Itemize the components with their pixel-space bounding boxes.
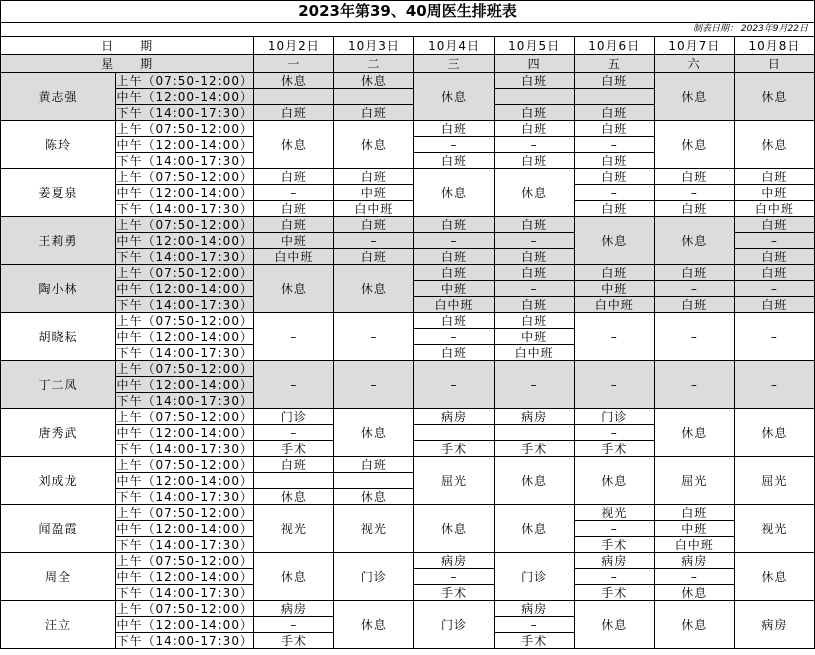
doctor-row-3-slot-0 — [1, 217, 815, 233]
shift-cell: 白班 — [654, 265, 734, 281]
doctor-name: 周全 — [1, 553, 116, 601]
shift-cell: 白中班 — [414, 297, 494, 313]
shift-cell: 门诊 — [414, 601, 494, 649]
date-cell: 10月4日 — [414, 37, 494, 55]
shift-cell: 白班 — [574, 169, 654, 185]
shift-cell: – — [654, 569, 734, 585]
time-slot-label: 下午（14:00-17:30） — [116, 201, 253, 216]
shift-cell: 白班 — [414, 153, 494, 169]
doctor-row-2-slot-0 — [1, 169, 815, 185]
shift-cell: 白班 — [574, 121, 654, 137]
doctor-row-2-slot-2 — [1, 201, 815, 217]
time-slot-label: 中午（12:00-14:00） — [116, 521, 253, 536]
shift-cell: – — [254, 617, 334, 633]
shift-cell: 白班 — [494, 121, 574, 137]
shift-cell: – — [334, 361, 414, 409]
schedule-table — [0, 36, 815, 649]
shift-cell — [574, 89, 654, 105]
shift-cell: 休息 — [254, 265, 334, 313]
shift-cell: 休息 — [494, 457, 574, 505]
shift-cell: 休息 — [334, 489, 414, 505]
shift-cell: 休息 — [574, 217, 654, 265]
shift-cell: – — [334, 313, 414, 361]
weekday-cell: 四 — [494, 55, 574, 73]
time-slot-label: 下午（14:00-17:30） — [116, 249, 253, 264]
shift-cell: 白班 — [574, 265, 654, 281]
shift-cell: 病房 — [414, 553, 494, 569]
shift-cell: 休息 — [734, 409, 814, 457]
shift-cell: – — [494, 281, 574, 297]
shift-cell: 白班 — [414, 345, 494, 361]
shift-cell: 休息 — [414, 169, 494, 217]
shift-cell: 休息 — [414, 73, 494, 121]
doctor-row-8-slot-0 — [1, 457, 815, 473]
doctor-row-9-slot-0 — [1, 505, 815, 521]
shift-cell: – — [254, 361, 334, 409]
shift-cell: – — [734, 361, 814, 409]
doctor-row-6-slot-0 — [1, 361, 815, 377]
shift-cell: 休息 — [654, 601, 734, 649]
time-slot-label: 上午（07:50-12:00） — [116, 121, 253, 136]
shift-cell: 休息 — [654, 217, 734, 265]
shift-cell: 手术 — [574, 585, 654, 601]
shift-cell: 白班 — [654, 297, 734, 313]
shift-cell: – — [734, 313, 814, 361]
shift-cell: 白班 — [574, 73, 654, 89]
shift-cell: 中班 — [734, 185, 814, 201]
shift-cell: 白班 — [494, 265, 574, 281]
doctor-name: 陶小林 — [1, 265, 116, 313]
shift-cell: 病房 — [414, 409, 494, 425]
time-slot-label: 下午（14:00-17:30） — [116, 633, 253, 648]
shift-cell — [334, 89, 414, 105]
shift-cell: – — [574, 185, 654, 201]
shift-cell: 休息 — [494, 505, 574, 553]
shift-cell: 白班 — [574, 201, 654, 217]
shift-cell: 休息 — [734, 121, 814, 169]
schedule-body — [1, 37, 815, 649]
shift-cell: 视光 — [254, 505, 334, 553]
time-slot-label: 上午（07:50-12:00） — [116, 361, 253, 376]
shift-cell: 手术 — [254, 441, 334, 457]
shift-cell — [334, 473, 414, 489]
shift-cell: 白班 — [654, 505, 734, 521]
time-slot-label: 中午（12:00-14:00） — [116, 425, 253, 440]
shift-cell: – — [574, 137, 654, 153]
shift-cell: 休息 — [574, 601, 654, 649]
shift-cell: 白班 — [334, 217, 414, 233]
shift-cell: 白班 — [254, 217, 334, 233]
shift-cell: 休息 — [654, 121, 734, 169]
shift-cell: 休息 — [734, 73, 814, 121]
shift-cell: 中班 — [414, 281, 494, 297]
time-slot-label: 中午（12:00-14:00） — [116, 137, 253, 152]
shift-cell — [414, 425, 494, 441]
shift-cell: 白班 — [654, 201, 734, 217]
time-slot-label: 下午（14:00-17:30） — [116, 297, 253, 312]
shift-cell: 白班 — [494, 105, 574, 121]
shift-cell: 白班 — [254, 201, 334, 217]
shift-cell: 病房 — [494, 409, 574, 425]
shift-cell: 休息 — [734, 553, 814, 601]
shift-cell: – — [734, 233, 814, 249]
weekday-cell: 一 — [254, 55, 334, 73]
shift-cell: 休息 — [254, 553, 334, 601]
date-cell: 10月2日 — [254, 37, 334, 55]
shift-cell: 白中班 — [654, 537, 734, 553]
shift-cell — [494, 425, 574, 441]
shift-cell: – — [494, 361, 574, 409]
shift-cell: 休息 — [254, 121, 334, 169]
doctor-row-11-slot-0 — [1, 601, 815, 617]
weekday-label: 星 期 — [1, 55, 254, 73]
time-slot-label: 下午（14:00-17:30） — [116, 441, 253, 456]
weekday-header-row — [1, 55, 815, 73]
shift-cell: 白中班 — [734, 201, 814, 217]
shift-cell: 白班 — [494, 297, 574, 313]
shift-cell: 视光 — [734, 505, 814, 553]
time-slot-label: 上午（07:50-12:00） — [116, 217, 253, 232]
shift-cell: – — [574, 569, 654, 585]
doctor-name: 丁二凤 — [1, 361, 116, 409]
shift-cell: – — [574, 521, 654, 537]
shift-cell: – — [414, 569, 494, 585]
shift-cell: 白班 — [414, 249, 494, 265]
page-title: 2023年第39、40周医生排班表 — [0, 0, 815, 23]
shift-cell: 病房 — [654, 553, 734, 569]
shift-cell: 休息 — [654, 585, 734, 601]
shift-cell: 手术 — [414, 441, 494, 457]
shift-cell: 手术 — [574, 441, 654, 457]
shift-cell: – — [414, 137, 494, 153]
shift-cell: – — [414, 329, 494, 345]
shift-cell: – — [334, 233, 414, 249]
shift-cell: 休息 — [254, 489, 334, 505]
shift-cell: 休息 — [254, 73, 334, 89]
date-cell: 10月6日 — [574, 37, 654, 55]
shift-cell: – — [414, 361, 494, 409]
shift-cell: 白班 — [254, 105, 334, 121]
shift-cell: – — [574, 361, 654, 409]
shift-cell: 白班 — [734, 297, 814, 313]
shift-cell: 白中班 — [254, 249, 334, 265]
doctor-row-2-slot-1 — [1, 185, 815, 201]
shift-cell: 白班 — [734, 217, 814, 233]
shift-cell: 视光 — [574, 505, 654, 521]
shift-cell: – — [254, 425, 334, 441]
shift-cell: 白班 — [414, 265, 494, 281]
shift-cell: 白中班 — [494, 345, 574, 361]
shift-cell: 门诊 — [334, 553, 414, 601]
time-slot-label: 中午（12:00-14:00） — [116, 377, 253, 392]
time-slot-label: 下午（14:00-17:30） — [116, 585, 253, 600]
time-slot-label: 中午（12:00-14:00） — [116, 569, 253, 584]
time-slot-label: 下午（14:00-17:30） — [116, 153, 253, 168]
weekday-cell: 日 — [734, 55, 814, 73]
doctor-name: 黄志强 — [1, 73, 116, 121]
time-slot-label: 上午（07:50-12:00） — [116, 457, 253, 472]
shift-cell: 白班 — [734, 169, 814, 185]
shift-cell: 病房 — [494, 601, 574, 617]
shift-cell: 休息 — [334, 121, 414, 169]
doctor-row-0-slot-0 — [1, 73, 815, 89]
shift-cell: 手术 — [254, 633, 334, 649]
shift-cell: 白班 — [494, 249, 574, 265]
shift-cell: 门诊 — [574, 409, 654, 425]
doctor-name: 汪立 — [1, 601, 116, 649]
shift-cell — [254, 473, 334, 489]
shift-cell: 白班 — [334, 457, 414, 473]
shift-cell: 休息 — [334, 73, 414, 89]
doctor-row-4-slot-0 — [1, 265, 815, 281]
shift-cell: 屈光 — [734, 457, 814, 505]
shift-cell: – — [254, 185, 334, 201]
shift-cell: 手术 — [414, 585, 494, 601]
shift-cell: 门诊 — [494, 553, 574, 601]
shift-cell: 中班 — [334, 185, 414, 201]
shift-cell: 白班 — [414, 313, 494, 329]
shift-cell: 白班 — [574, 105, 654, 121]
doctor-name: 陈玲 — [1, 121, 116, 169]
shift-cell: 中班 — [254, 233, 334, 249]
shift-cell: 手术 — [494, 633, 574, 649]
shift-cell: – — [654, 185, 734, 201]
shift-cell: 白班 — [734, 265, 814, 281]
shift-cell: 病房 — [254, 601, 334, 617]
shift-cell: 中班 — [574, 281, 654, 297]
shift-cell: 休息 — [654, 73, 734, 121]
shift-cell: 休息 — [654, 409, 734, 457]
shift-cell: 白班 — [574, 153, 654, 169]
shift-cell: 白班 — [414, 121, 494, 137]
shift-cell: – — [414, 233, 494, 249]
doctor-name: 刘成龙 — [1, 457, 116, 505]
date-line — [0, 22, 815, 36]
time-slot-label: 下午（14:00-17:30） — [116, 489, 253, 504]
shift-cell: – — [654, 361, 734, 409]
doctor-row-10-slot-0 — [1, 553, 815, 569]
time-slot-label: 上午（07:50-12:00） — [116, 313, 253, 328]
shift-cell: 白班 — [734, 249, 814, 265]
weekday-cell: 五 — [574, 55, 654, 73]
date-cell: 10月5日 — [494, 37, 574, 55]
shift-cell: – — [494, 617, 574, 633]
shift-cell: 白中班 — [574, 297, 654, 313]
shift-cell: 白班 — [494, 153, 574, 169]
shift-cell: 门诊 — [254, 409, 334, 425]
shift-cell: 休息 — [414, 505, 494, 553]
time-slot-label: 下午（14:00-17:30） — [116, 393, 253, 408]
shift-cell: 白班 — [494, 217, 574, 233]
time-slot-label: 中午（12:00-14:00） — [116, 281, 253, 296]
shift-cell: – — [254, 313, 334, 361]
date-cell: 10月7日 — [654, 37, 734, 55]
shift-cell: – — [494, 233, 574, 249]
date-cell: 10月8日 — [734, 37, 814, 55]
time-slot-label: 上午（07:50-12:00） — [116, 553, 253, 568]
shift-cell: 手术 — [494, 441, 574, 457]
time-slot-label: 上午（07:50-12:00） — [116, 265, 253, 280]
time-slot-label: 下午（14:00-17:30） — [116, 105, 253, 120]
shift-cell: 白班 — [254, 169, 334, 185]
shift-cell: 白班 — [334, 249, 414, 265]
time-slot-label: 中午（12:00-14:00） — [116, 473, 253, 488]
shift-cell: – — [654, 313, 734, 361]
time-slot-label: 下午（14:00-17:30） — [116, 537, 253, 552]
shift-cell: 中班 — [494, 329, 574, 345]
doctor-row-5-slot-0 — [1, 313, 815, 329]
table-date: 制表日期： 2023年9月22日 — [693, 24, 808, 34]
shift-cell: 屈光 — [654, 457, 734, 505]
time-slot-label: 中午（12:00-14:00） — [116, 329, 253, 344]
shift-cell: – — [574, 313, 654, 361]
time-slot-label: 下午（14:00-17:30） — [116, 345, 253, 360]
doctor-row-1-slot-0 — [1, 121, 815, 137]
shift-cell: 白中班 — [334, 201, 414, 217]
shift-cell: – — [494, 137, 574, 153]
doctor-name: 姜夏泉 — [1, 169, 116, 217]
shift-cell: 白班 — [654, 169, 734, 185]
shift-cell: 中班 — [654, 521, 734, 537]
time-slot-label: 中午（12:00-14:00） — [116, 617, 253, 632]
doctor-name: 王莉勇 — [1, 217, 116, 265]
shift-cell: 休息 — [494, 169, 574, 217]
time-slot-label: 上午（07:50-12:00） — [116, 73, 253, 88]
time-slot-label: 中午（12:00-14:00） — [116, 185, 253, 200]
shift-cell: 视光 — [334, 505, 414, 553]
time-slot-label: 上午（07:50-12:00） — [116, 409, 253, 424]
weekday-cell: 三 — [414, 55, 494, 73]
doctor-name: 胡晓耘 — [1, 313, 116, 361]
time-slot-label: 上午（07:50-12:00） — [116, 505, 253, 520]
doctor-row-7-slot-0 — [1, 409, 815, 425]
weekday-cell: 六 — [654, 55, 734, 73]
shift-cell: 白班 — [254, 457, 334, 473]
shift-cell: 屈光 — [414, 457, 494, 505]
shift-cell: – — [654, 281, 734, 297]
date-cell: 10月3日 — [334, 37, 414, 55]
time-slot-label: 中午（12:00-14:00） — [116, 89, 253, 104]
shift-cell: 休息 — [334, 265, 414, 313]
shift-cell: 白班 — [414, 217, 494, 233]
shift-cell: 休息 — [334, 601, 414, 649]
shift-cell: – — [574, 425, 654, 441]
shift-cell: 病房 — [734, 601, 814, 649]
shift-cell: 白班 — [494, 313, 574, 329]
shift-cell: 白班 — [334, 169, 414, 185]
weekday-cell: 二 — [334, 55, 414, 73]
doctor-name: 闻盈霞 — [1, 505, 116, 553]
shift-cell: 手术 — [574, 537, 654, 553]
shift-cell: 白班 — [334, 105, 414, 121]
date-label: 日 期 — [1, 37, 254, 55]
doctor-name: 唐秀武 — [1, 409, 116, 457]
time-slot-label: 上午（07:50-12:00） — [116, 169, 253, 184]
shift-cell: 休息 — [574, 457, 654, 505]
shift-cell: 休息 — [334, 409, 414, 457]
shift-cell — [254, 89, 334, 105]
date-header-row — [1, 37, 815, 55]
time-slot-label: 上午（07:50-12:00） — [116, 601, 253, 616]
shift-cell: 病房 — [574, 553, 654, 569]
shift-cell: – — [734, 281, 814, 297]
shift-cell: 白班 — [494, 73, 574, 89]
time-slot-label: 中午（12:00-14:00） — [116, 233, 253, 248]
shift-cell — [494, 89, 574, 105]
